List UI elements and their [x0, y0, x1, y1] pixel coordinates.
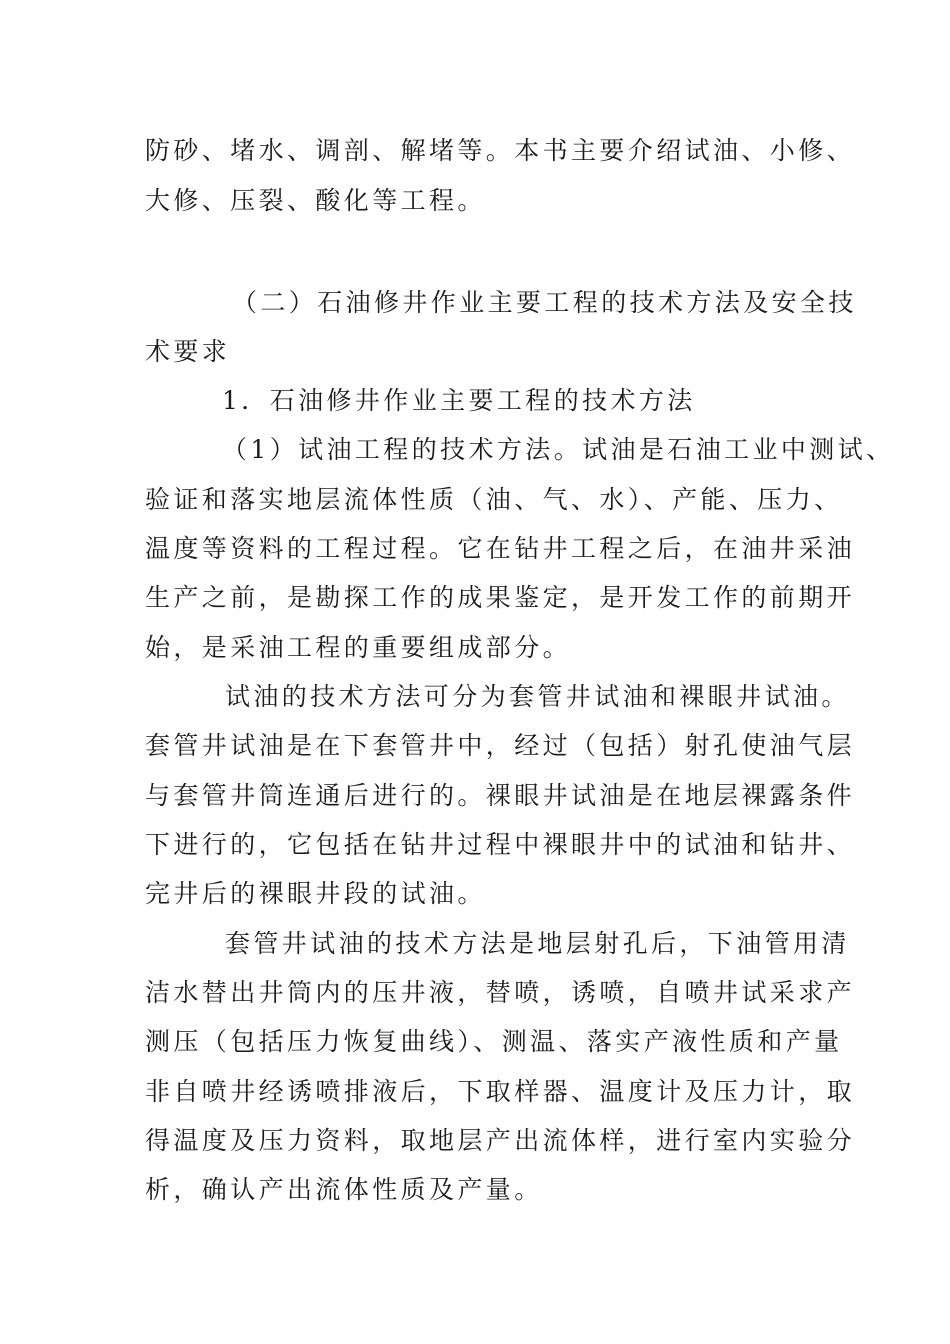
paragraph-line: 洁水替出井筒内的压井液，替喷，诱喷，自喷井试采求产	[145, 978, 856, 1007]
paragraph-line: 非自喷井经诱喷排液后，下取样器、温度计及压力计，取	[145, 1077, 856, 1106]
section-heading: 术要求	[145, 337, 231, 366]
paragraph-line: 套管井试油是在下套管井中，经过（包括）射孔使油气层	[145, 731, 856, 760]
paragraph-line: （1）试油工程的技术方法。试油是石油工业中测试、	[222, 435, 895, 464]
subsection-heading: 1．石油修井作业主要工程的技术方法	[222, 386, 696, 415]
paragraph-line: 温度等资料的工程过程。它在钻井工程之后，在油井采油	[145, 534, 856, 563]
paragraph-line: 完井后的裸眼井段的试油。	[145, 879, 486, 908]
paragraph-line: 验证和落实地层流体性质（油、气、水）、产能、压力、	[145, 485, 843, 514]
paragraph-line: 与套管井筒连通后进行的。裸眼井试油是在地层裸露条件	[145, 781, 856, 810]
paragraph-line: 析，确认产出流体性质及产量。	[145, 1175, 543, 1204]
paragraph-line: 试油的技术方法可分为套管井试油和裸眼井试油。	[225, 682, 850, 711]
paragraph-line: 测压（包括压力恢复曲线）、测温、落实产液性质和产量	[145, 1027, 843, 1056]
paragraph-line: 套管井试油的技术方法是地层射孔后，下油管用清	[225, 929, 850, 958]
paragraph-line: 大修、压裂、酸化等工程。	[145, 186, 486, 215]
paragraph-line: 得温度及压力资料，取地层产出流体样，进行室内实验分	[145, 1126, 856, 1155]
paragraph-line: 生产之前，是勘探工作的成果鉴定，是开发工作的前期开	[145, 583, 856, 612]
paragraph-line: 始，是采油工程的重要组成部分。	[145, 633, 572, 662]
paragraph-line: 下进行的，它包括在钻井过程中裸眼井中的试油和钻井、	[145, 830, 856, 859]
paragraph-line: 防砂、堵水、调剖、解堵等。本书主要介绍试油、小修、	[145, 136, 856, 165]
section-heading: （二）石油修井作业主要工程的技术方法及安全技	[232, 288, 857, 317]
